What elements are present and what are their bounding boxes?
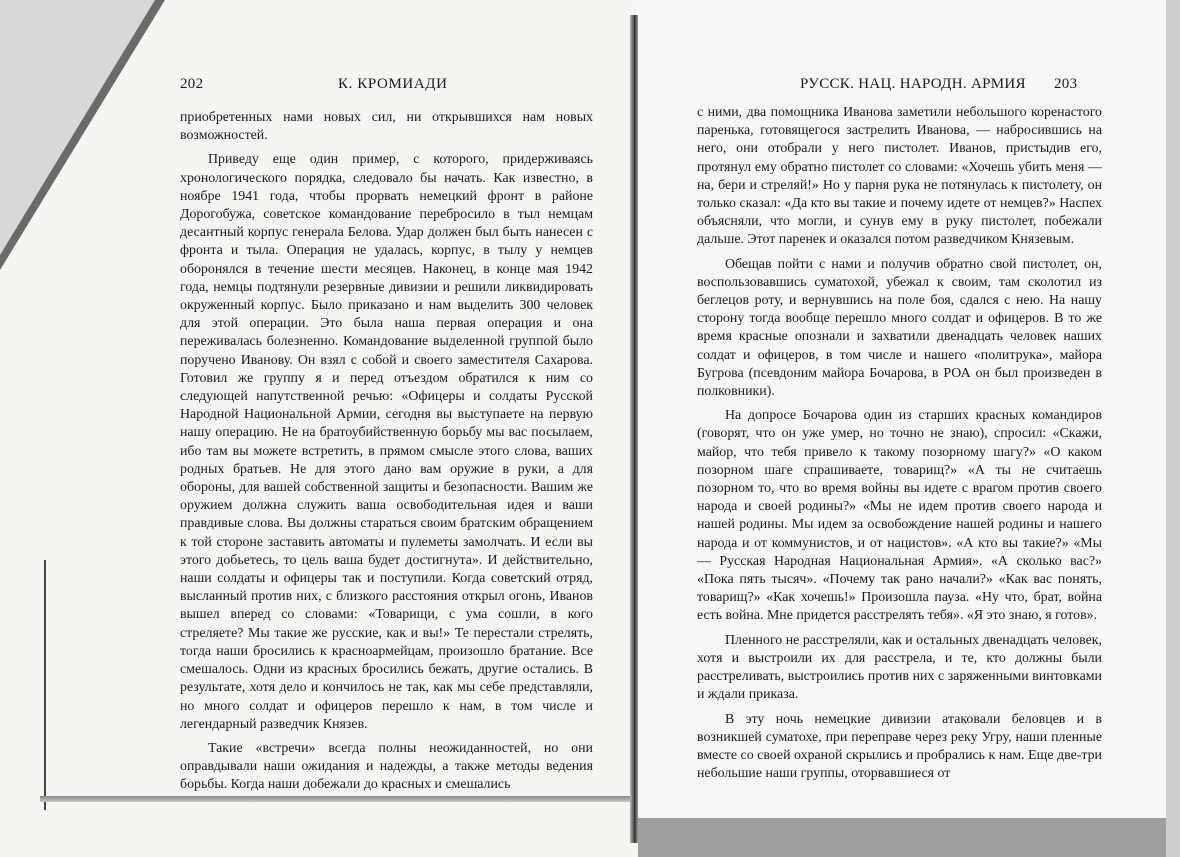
paragraph: Приведу еще один пример, с которого, придерживаясь хронологического порядка, следовало бы начать. Как известно, в ноябре 1941 года, чтобы прорвать немецкий фронт в районе Дорогобужа, советское командование перебросило в тыл немцам десантный корпус генерала Белова. Удар должен был быть нанесен с фронта и тыла. Операция не удалась, корпус, в тылу у немцев оборонялся в течение шести месяцев. Наконец, в конце мая 1942 года, немцы подтянули резервные дивизии и решили ликвидировать окруженный корпус. Было приказано и нам выделить 300 человек для этой операции. Это была наша первая операция и она переживалась болезненно. Командование выделенной группой было поручено Иванову. Он взял с собой и своего заместителя Сахарова. Готовил же группу я и перед отъездом обратился к ним со следующей напутственной речью: «Офицеры и солдаты Русской Народной Национальной Армии, сегодня вы выступаете на первую нашу операцию. Не на братоубийственную борьбу мы вас посылаем, ибо там вы можете встретить, в прямом смысле этого слова, ваших родных братьев. Не для этого дано вам оружие в руки, а для обороны, для вашей собственной защиты и безопасности. Вашим же оружием должна служить ваша освободительная идея и ваши правдивые слова. Вы должны стараться своим братским обращением к той стороне заставить автоматы и пулеметы замолчать. И если вы этого добьетесь, то цель ваша будет достигнута». И действительно, наши солдаты и офицеры так и поступили. Когда советский отряд, высланный против них, с близкого расстояния открыл огонь, Иванов вышел вперед со словами: «Товарищи, с ума сошли, в кого стреляете? Мы такие же русские, как и вы!» Те перестали стрелять, тогда наши бросились к красноармейцам, произошло братание. Все смешалось. Одни из красных бросились бежать, другие остались. В результате, хотя дело и кончилось не так, как мы себе представляли, но много солдат и офицеров перешло к нам, в том числе и легендарный разведчик Князев. [180, 152, 593, 732]
page-bottom-shadow [40, 796, 630, 802]
paragraph: Обещав пойти с нами и получив обратно свой пистолет, он, воспользовавшись суматохой, убежал к своим, там сколотил из беглецов роту, и вернувшись на поле боя, сдался с нею. На нашу сторону тогда вообще перешло много солдат и офицеров. В то же время красные опознали и захватили двенадцать человек наших солдат и офицеров, в том числе и нашего «политрука», майора Бугрова (псевдоним майора Бочарова, в РОА он был произведен в полковники). [697, 256, 1102, 400]
paragraph: с ними, два помощника Иванова заметили небольшого коренастого паренька, готовящегося застрелить Иванова, — набросившись на него, они отобрали у него пистолет. Иванов, пристыдив его, протянул ему обратно пистолет со словами: «Хочешь убить меня — на, бери и стреляй!» Но у парня рука не потянулась к пистолету, он только сказал: «Да кто вы такие и почему идете от немцев?» Наспех объясняли, что могли, и сунув ему в руку пистолет, побежали дальше. Этот паренек и оказался потом разведчиком Князевым. [697, 105, 1102, 248]
left-text-column [180, 109, 593, 795]
folded-corner-inner [0, 0, 155, 255]
right-running-head: РУССК. НАЦ. НАРОДН. АРМИЯ [800, 76, 1026, 92]
right-page-number: 203 [1054, 76, 1078, 92]
left-running-head: К. КРОМИАДИ [338, 76, 448, 92]
right-page-edge [1166, 0, 1180, 857]
book-gutter [630, 15, 638, 843]
page-edge-line [44, 560, 46, 810]
paragraph: На допросе Бочарова один из старших красных командиров (говорят, что он уже умер, но точно не знаю), спросил: «Скажи, майор, что тебя привело к такому позорному шагу?» «О каком позорном шаге спрашиваете, товарищ?» «А ты не считаешь позорном то, что во время войны вы идете с врагом против своего народа и своей родины?» «Мы не идем против своего народа и нашей родины. Мы идем за освобождение нашей родины и нашего народа и от коммунистов, и от нацистов». «А кто вы такие?» «Мы — Русская Народная Национальная Армия». «А сколько вас?» «Пока пять тысяч». «Почему так рано начали?» «Как вас понять, товарищ?» «Как хочешь!» Произошла пауза. «Ну что, брат, война есть война. Мне придется расстрелять тебя». «Я это знаю, я готов». [697, 408, 1102, 624]
paragraph: приобретенных нами новых сил, ни открывшихся нам новых возможностей. [180, 110, 593, 144]
paragraph: Пленного не расстреляли, как и остальных двенадцать человек, хотя и выстроили их для расстрела, и те, кто должны были расстреливать, выстроились против них с заряженными винтовками и ждали приказа. [697, 632, 1102, 703]
paragraph: Такие «встречи» всегда полны неожиданностей, но они оправдывали наши ожидания и надежды, а также методы ведения борьбы. Когда наши добежали до красных и смешались [180, 740, 593, 793]
left-page-number: 202 [180, 76, 204, 92]
right-page-bottom-margin [638, 818, 1180, 857]
right-text-column [697, 104, 1102, 783]
paragraph: В эту ночь немецкие дивизии атаковали беловцев и в возникшей суматохе, при переправе через реку Угру, наши пленные вместе со своей охраной скрылись и пробрались к нам. Еще две-три небольшие наши группы, оторвавшиеся от [697, 711, 1102, 782]
